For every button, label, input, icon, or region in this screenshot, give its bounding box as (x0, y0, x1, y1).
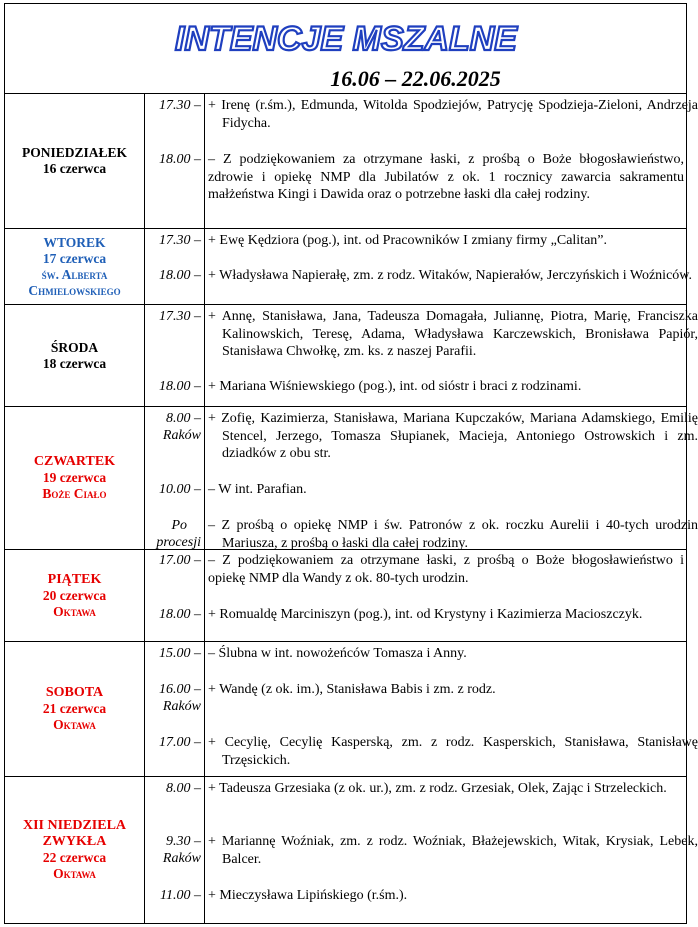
page-title (5, 18, 686, 63)
day-row-friday (5, 550, 686, 642)
title-wordart (174, 18, 517, 58)
header (5, 4, 686, 94)
mass-intention: – W int. Parafian. (208, 482, 307, 497)
day-feast: Boże Ciało (42, 486, 107, 501)
mass-time: 8.00 – (166, 411, 201, 426)
day-feast: Oktawa (53, 603, 96, 619)
day-date: 19 czerwca (42, 470, 107, 485)
mass-time: 18.00 – (159, 607, 201, 622)
mass-place: procesji (156, 535, 201, 550)
day-name: ŚRODA (50, 339, 99, 355)
mass-time: 17.00 – (159, 553, 201, 568)
day-label (5, 229, 145, 304)
day-row-tuesday (5, 229, 692, 305)
day-label (5, 305, 145, 406)
day-label (5, 642, 145, 776)
day-name: SOBOTA (45, 685, 104, 700)
mass-time: 8.00 – (166, 781, 201, 796)
schedule-frame (4, 3, 698, 924)
mass-time: 18.00 – (159, 268, 201, 283)
mass-time: 10.00 – (159, 482, 201, 497)
day-name: WTOREK (43, 234, 106, 250)
mass-intention: + Mieczysława Lipińskiego (r.śm.). (208, 888, 408, 903)
mass-intention: + Cecylię, Cecylię Kasperską, zm. z rodz. Kasperskich, Stanisława, Stanisławę Trzęsickich. (208, 735, 698, 768)
mass-intention: + Tadeusza Grzesiaka (z ok. ur.), zm. z rodz. Grzesiak, Olek, Zając i Strzeleckich. (208, 781, 667, 796)
mass-time: 11.00 – (160, 888, 201, 903)
mass-time: 17.30 – (159, 233, 201, 248)
day-name: XII NIEDZIELA (22, 818, 127, 833)
mass-intention: + Mariannę Woźniak, zm. z rodz. Woźniak, Błażejewskich, Witak, Krysiak, Lebek, Balcer. (208, 834, 698, 867)
day-feast: Oktawa (53, 866, 96, 881)
mass-place: Raków (162, 428, 201, 443)
day-feast: Chmielowskiego (28, 282, 121, 298)
day-row-monday (5, 93, 698, 229)
mass-time: 17.30 – (159, 98, 201, 113)
mass-intention: – Z podziękowaniem za otrzymane łaski, z prośbą o Boże błogosławieństwo, zdrowie i opiekę NMP dla Jubilatów z ok. 1 rocznicy zawarcia sakramentu małżeństwa Kingi i Dawida oraz o potrzebne łaski dla całej rodziny. (208, 152, 684, 202)
mass-time: 18.00 – (159, 152, 201, 167)
day-date: 22 czerwca (42, 850, 107, 865)
day-label (5, 777, 145, 923)
mass-intention: + Władysława Napierałę, zm. z rodz. Witaków, Napierałów, Jerczyńskich i Woźniców. (208, 268, 692, 283)
mass-intention: + Mariana Wiśniewskiego (pog.), int. od sióstr i braci z rodzinami. (208, 379, 582, 394)
mass-intention: – Z podziękowaniem za otrzymane łaski, z prośbą o Boże błogosławieństwo i opiekę NMP dla Wandy z ok. 80-tych urodzin. (208, 553, 684, 586)
mass-intention: + Annę, Stanisława, Jana, Tadeusza Domagała, Juliannę, Piotra, Marię, Franciszka Kalinowskich, Teresę, Adama, Władysława Karczewskich, Bronisława Papiór, Stanisława Chwołkę, zm. ks. z naszej Parafii. (208, 309, 698, 359)
mass-intention: + Wandę (z ok. im.), Stanisława Babis i zm. z rodz. (208, 682, 496, 697)
day-label (5, 407, 145, 549)
title-text: INTENCJE MSZALNE (174, 20, 517, 58)
day-row-saturday (5, 642, 698, 777)
mass-time: 15.00 – (159, 646, 201, 661)
day-name: ZWYKŁA (42, 834, 107, 849)
mass-intention: + Zofię, Kazimierza, Stanisława, Mariana Kupczaków, Mariana Adamskiego, Emilię Stencel, Jerzego, Tomasza Słupianek, Macieja, Antoniego Ostrowskich i zm. dziadków z obu str. (208, 411, 698, 461)
mass-place: Raków (162, 699, 201, 714)
mass-time: 16.00 – (159, 682, 201, 697)
day-row-wednesday (5, 305, 698, 407)
day-label (5, 550, 145, 641)
day-date: 18 czerwca (42, 355, 107, 371)
mass-intention: + Ewę Kędziora (pog.), int. od Pracowników I zmiany firmy „Calitan”. (208, 233, 607, 248)
mass-intention: – Ślubna w int. nowożeńców Tomasza i Anny. (208, 646, 467, 661)
day-row-sunday (5, 777, 698, 923)
mass-time: 18.00 – (159, 379, 201, 394)
mass-intention: + Irenę (r.śm.), Edmunda, Witolda Spodziejów, Patrycję Spodzieja-Zieloni, Andrzeja Fidycha. (208, 98, 698, 131)
day-date: 16 czerwca (42, 160, 107, 176)
mass-intention: – Z prośbą o opiekę NMP i św. Patronów z ok. roczku Aurelii i 40-tych urodzin Mariusza, z prośbą o łaski dla całej rodziny. (208, 518, 698, 551)
day-label (5, 93, 145, 228)
mass-time: 9.30 – (166, 834, 201, 849)
day-name: CZWARTEK (33, 454, 116, 469)
day-name: PIĄTEK (47, 571, 102, 587)
day-date: 21 czerwca (42, 701, 107, 716)
mass-place: Raków (162, 851, 201, 866)
mass-time: Po (171, 518, 187, 533)
day-date: 17 czerwca (42, 250, 107, 266)
day-name: PONIEDZIAŁEK (21, 144, 128, 160)
day-row-thursday (5, 407, 698, 551)
day-feast: św. Alberta (41, 266, 108, 282)
mass-intention: + Romualdę Marciniszyn (pog.), int. od Krystyny i Kazimierza Macioszczyk. (208, 607, 643, 622)
date-range: 16.06 – 22.06.2025 (330, 66, 501, 91)
day-feast: Oktawa (53, 717, 96, 732)
day-date: 20 czerwca (42, 587, 107, 603)
mass-time: 17.00 – (159, 735, 201, 750)
mass-time: 17.30 – (159, 309, 201, 324)
